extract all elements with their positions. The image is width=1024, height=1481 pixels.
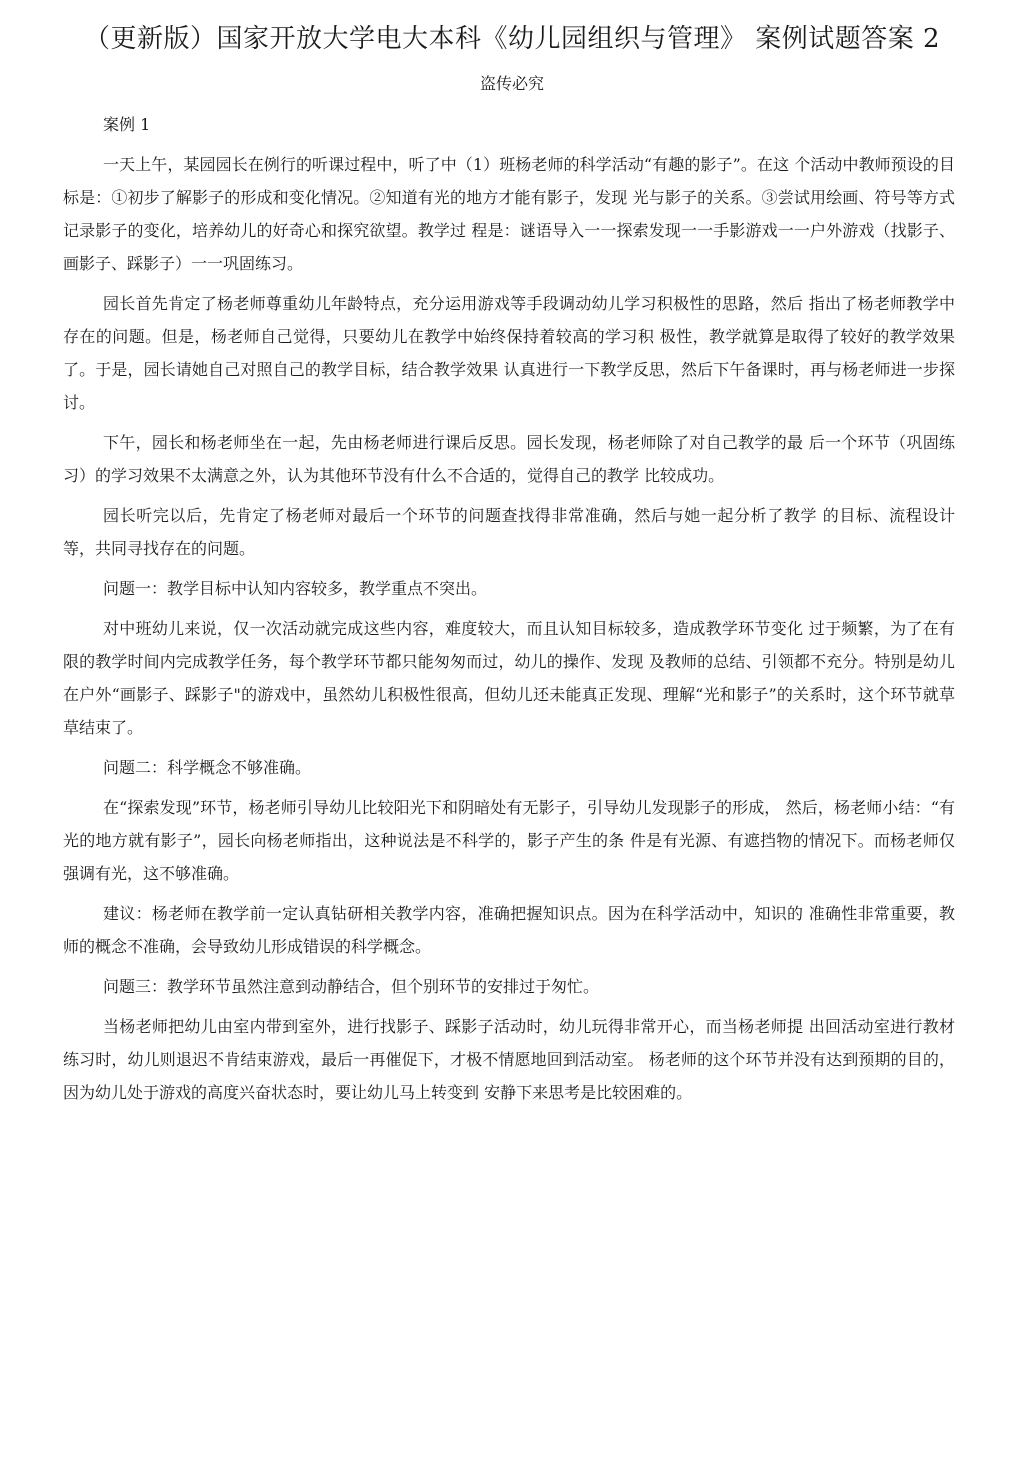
paragraph: 在“探索发现”环节，杨老师引导幼儿比较阳光下和阴暗处有无影子，引导幼儿发现影子的形成， 然后，杨老师小结：“有光的地方就有影子”，园长向杨老师指出，这种说法是不科学的，影子产生的条 件是有光源、有遮挡物的情况下。而杨老师仅强调有光，这不够准确。 (63, 798, 955, 883)
problem-heading: 问题三：教学环节虽然注意到动静结合，但个别环节的安排过于匆忙。 (103, 977, 600, 996)
problem-heading: 问题二：科学概念不够准确。 (103, 758, 312, 777)
paragraph: 对中班幼儿来说，仅一次活动就完成这些内容，难度较大，而且认知目标较多，造成教学环节变化 过于频繁，为了在有限的教学时间内完成教学任务，每个教学环节都只能匆匆而过，幼儿的操作、发现 及教师的总结、引领都不充分。特别是幼儿在户外“画影子、踩影子"的游戏中，虽然幼儿积极性很高，但幼儿还未能真正发现、理解“光和影子”的关系时，这个环节就草草结束了。 (63, 619, 955, 737)
paragraph: 园长听完以后，先肯定了杨老师对最后一个环节的问题查找得非常准确，然后与她一起分析了教学 的目标、流程设计等，共同寻找存在的问题。 (63, 506, 955, 558)
paragraph: 下午，园长和杨老师坐在一起，先由杨老师进行课后反思。园长发现，杨老师除了对自己教学的最 后一个环节（巩固练习）的学习效果不太满意之外，认为其他环节没有什么不合适的，觉得自己的教学 比较成功。 (63, 433, 955, 485)
problem-heading: 问题一：教学目标中认知内容较多，教学重点不突出。 (103, 579, 488, 598)
paragraph: 园长首先肯定了杨老师尊重幼儿年龄特点，充分运用游戏等手段调动幼儿学习积极性的思路，然后 指出了杨老师教学中存在的问题。但是，杨老师自己觉得，只要幼儿在教学中始终保持着较高的学习积 极性，教学就算是取得了较好的教学效果了。于是，园长请她自己对照自己的教学目标，结合教学效果 认真进行一下教学反思，然后下午备课时，再与杨老师进一步探讨。 (63, 294, 955, 412)
document-subtitle: 盗传必究 (479, 74, 544, 93)
document-title: （更新版）国家开放大学电大本科《幼儿园组织与管理》 案例试题答案 2 (83, 24, 941, 54)
document-body (63, 108, 955, 1116)
paragraph: 当杨老师把幼儿由室内带到室外，进行找影子、踩影子活动时，幼儿玩得非常开心，而当杨老师提 出回活动室进行教材练习时，幼儿则退迟不肯结束游戏，最后一再催促下，才极不情愿地回到活动室。 杨老师的这个环节并没有达到预期的目的，因为幼儿处于游戏的高度兴奋状态时，要让幼儿马上转变到 安静下来思考是比较困难的。 (63, 1017, 955, 1102)
paragraph: 一天上午，某园园长在例行的听课过程中，听了中（1）班杨老师的科学活动“有趣的影子”。在这 个活动中教师预设的目标是：①初步了解影子的形成和变化情况。②知道有光的地方才能有影子，发现 光与影子的关系。③尝试用绘画、符号等方式记录影子的变化，培养幼儿的好奇心和探究欲望。教学过 程是：谜语导入一一探索发现一一手影游戏一一户外游戏（找影子、画影子、踩影子）一一巩固练习。 (63, 155, 955, 273)
case-heading: 案例 1 (103, 115, 151, 134)
suggestion-paragraph: 建议：杨老师在教学前一定认真钻研相关教学内容，准确把握知识点。因为在科学活动中，知识的 准确性非常重要，教师的概念不准确，会导致幼儿形成错误的科学概念。 (63, 904, 955, 956)
